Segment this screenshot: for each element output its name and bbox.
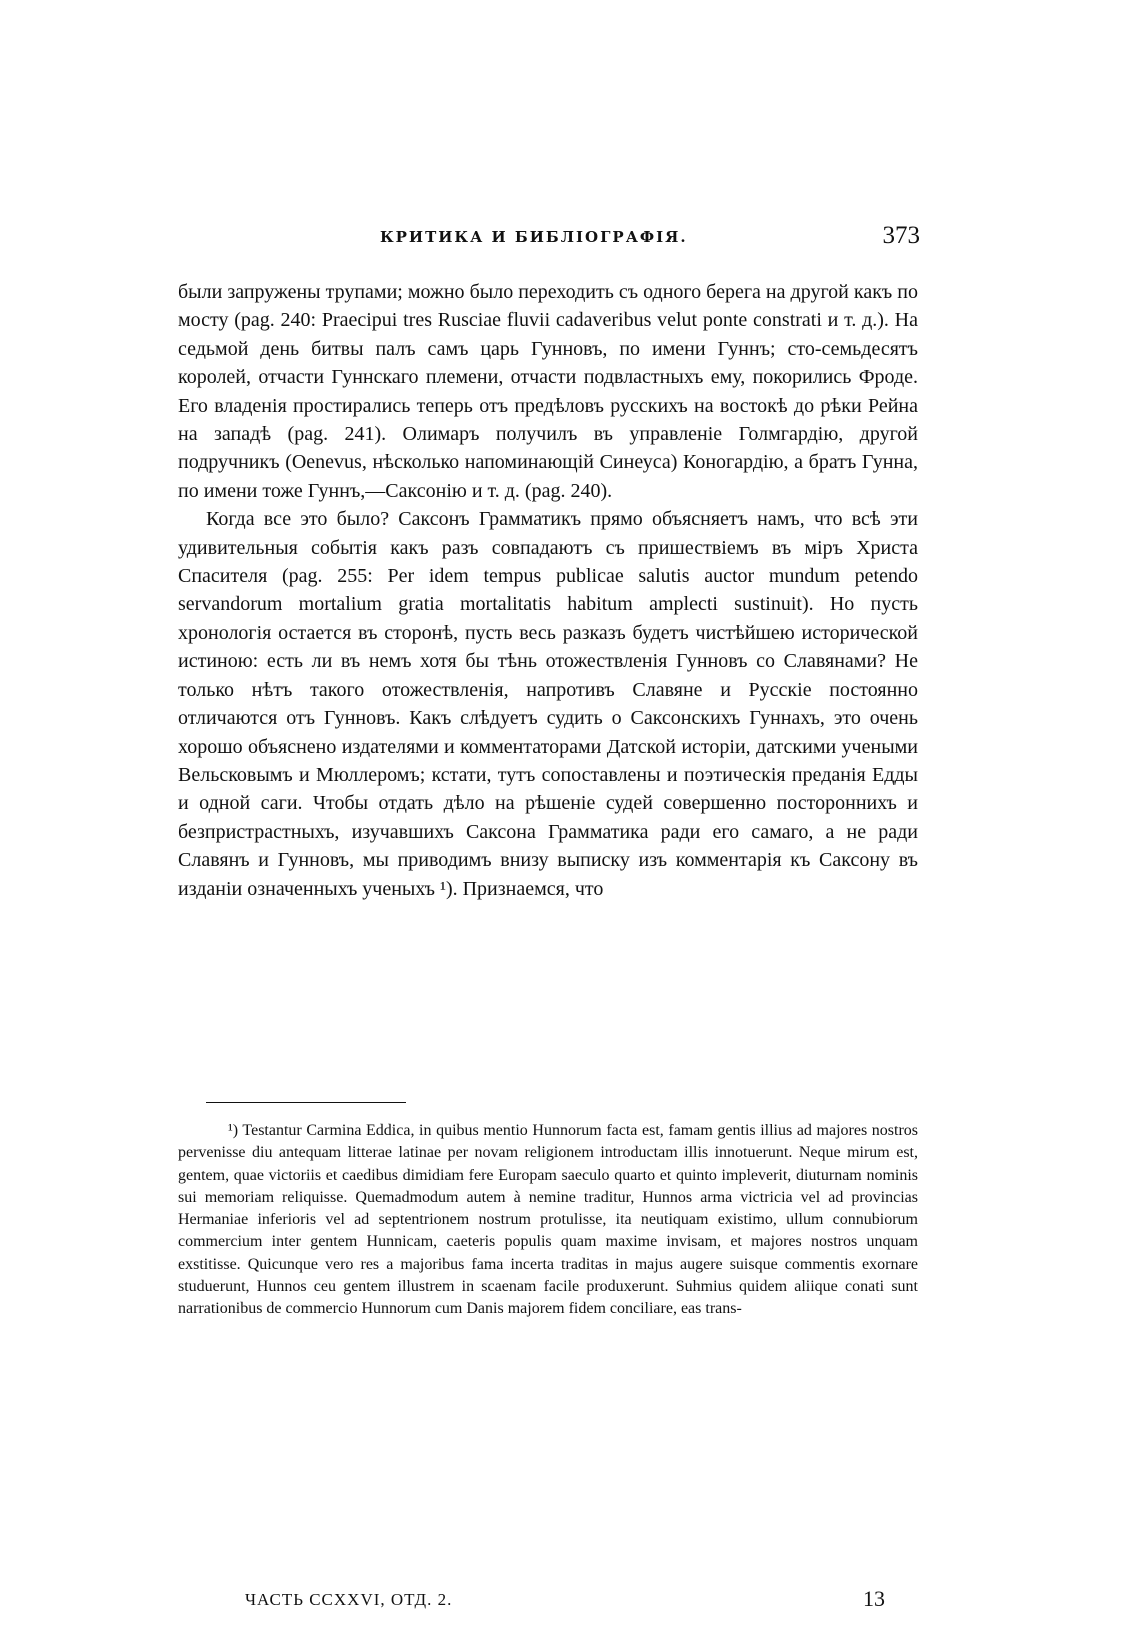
paragraph-1: были запружены трупами; можно было переходить съ одного берега на другой какъ по мосту (pag. 240: Praecipui tres Rusciae fluvii cadaveribus velut ponte constrati и т. д.). На седьмой день битвы палъ самъ царь Гунновъ, по имени Гуннъ; сто-семьдесятъ королей, отчасти Гуннскаго племени, отчасти подвластныхъ ему, покорились Фроде. Его владенія простирались теперь отъ предѣловъ русскихъ на востокѣ до рѣки Рейна на западѣ (pag. 241). Олимаръ получилъ въ управленіе Голмгардію, другой подручникъ (Oenevus, нѣсколько напоминающій Синеуса) Коногардію, а братъ Гунна, по имени тоже Гуннъ,—Саксонію и т. д. (pag. 240). [178,281,918,502]
main-text [178,278,918,903]
footnote-divider [206,1102,406,1103]
page-number: 373 [882,222,920,249]
page-header [380,222,920,258]
footnote: ¹) Testantur Carmina Eddica, in quibus mentio Hunnorum facta est, famam gentis illius ad majores nostros pervenisse diu antequam litterae latinae per novam religionem introductam illis innotuerunt. Neque mirum est, gentem, quae victoriis et caedibus dimidiam fere Europam saeculo quarto et quinto impleverit, diuturnam nominis sui memoriam reliquisse. Quemadmodum autem à nemine traditur, Hunnos arma victricia vel ad provincias Hermaniae inferioris vel ad septentrionem nostrum protulisse, ita neutiquam existimo, ullum connubiorum commercium inter gentem Hunnicam, caeteris populis quam maxime invisam, et majores nostros unquam exstitisse. Quicunque vero res a majoribus fama incerta traditas in majus augere suisque commentis exornare studuerunt, Hunnos ceu gentem illustrem in scaenam facile produxerunt. Suhmius quidem aliique conati sunt narrationibus de commercio Hunnorum cum Danis majorem fidem conciliare, eas trans- [178,1122,918,1318]
sheet-number: 13 [863,1586,885,1611]
printer-signature: ЧАСТЬ CCXXVI, ОТД. 2. [245,1590,453,1609]
page-footer [245,1586,885,1616]
paragraph-2: Когда все это было? Саксонъ Грамматикъ прямо объясняетъ намъ, что всѣ эти удивительныя событія какъ разъ совпадаютъ съ пришествіемъ въ міръ Христа Спасителя (pag. 255: Per idem tempus publicae salutis auctor mundum petendo servandorum mortalium gratia mortalitatis habitum amplecti sustinuit). Но пусть хронологія остается въ сторонѣ, пусть весь разказъ будетъ чистѣйшею исторической истиною: есть ли въ немъ хотя бы тѣнь отожествленія Гунновъ со Славянами? Не только нѣтъ такого отожествленія, напротивъ Славяне и Русскіе постоянно отличаются отъ Гунновъ. Какъ слѣдуетъ судить о Саксонскихъ Гуннахъ, это очень хорошо объяснено издателями и комментаторами Датской исторіи, датскими учеными Вельсковымъ и Мюллеромъ; кстати, тутъ сопоставлены и поэтическія преданія Едды и одной саги. Чтобы отдать дѣло на рѣшеніе судей совершенно постороннихъ и безпристрастныхъ, изучавшихъ Саксона Грамматика ради его самаго, а не ради Славянъ и Гунновъ, мы приводимъ внизу выписку изъ комментарія къ Саксону въ изданіи означенныхъ ученыхъ ¹). Признаемся, что [178,508,918,900]
running-title: КРИТИКА И БИБЛІОГРАФІЯ. [380,228,688,246]
